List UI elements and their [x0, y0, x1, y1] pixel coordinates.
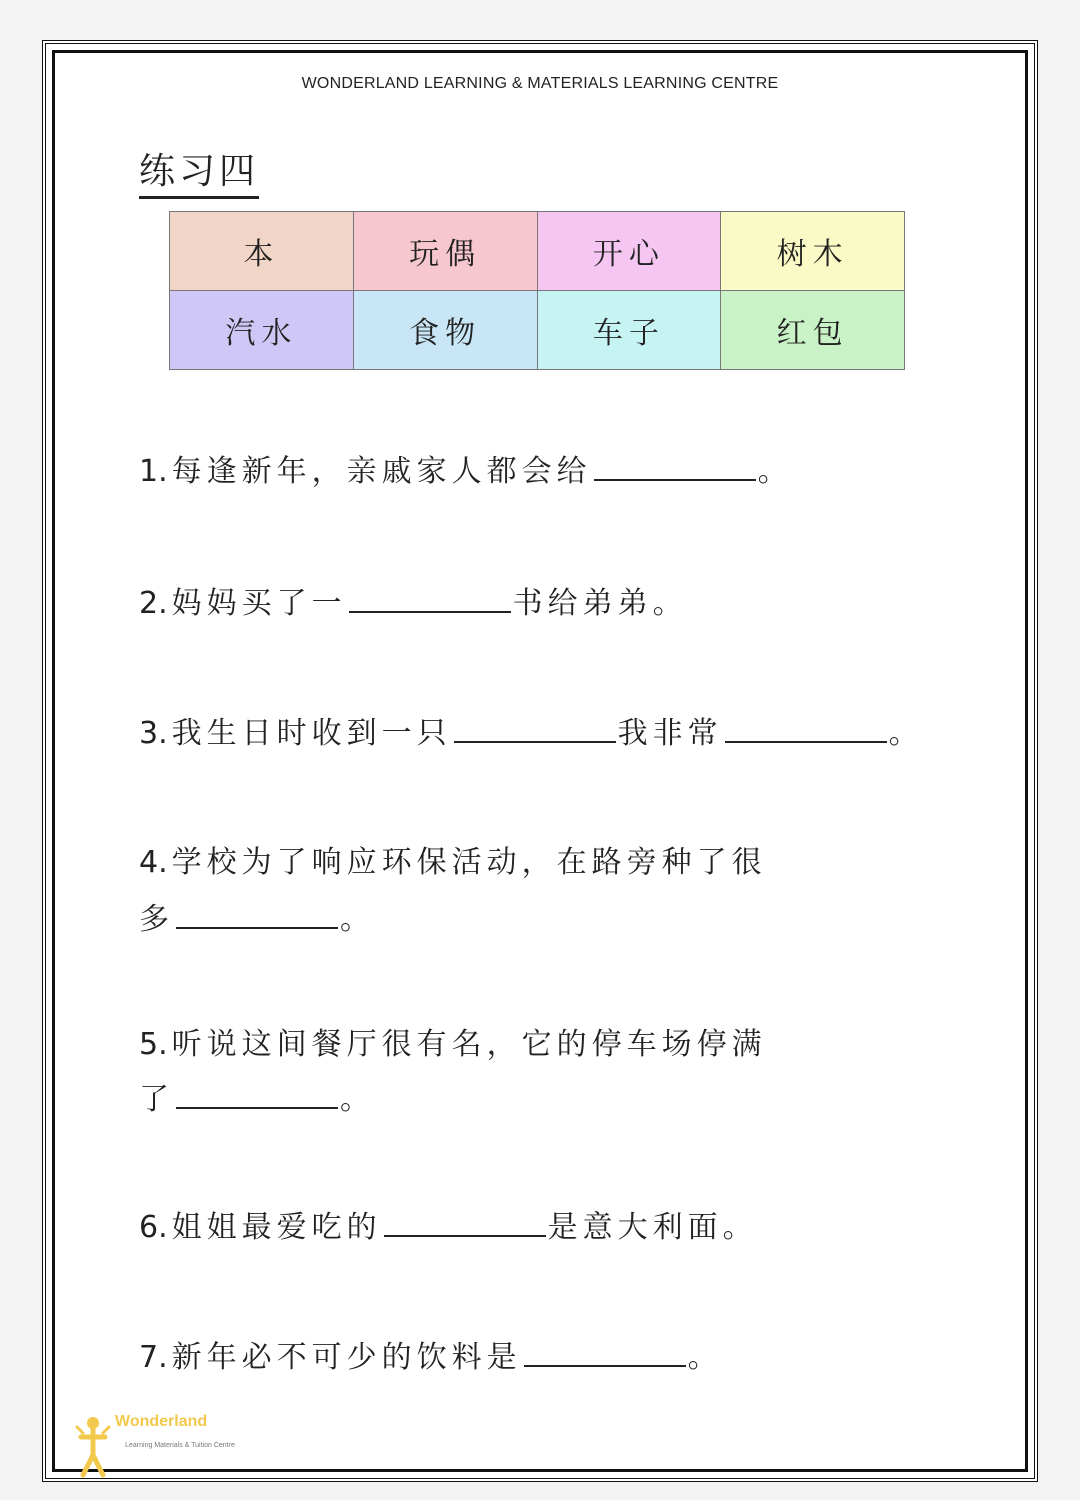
exercise-title: 练习四 — [139, 143, 259, 199]
question-text: 学校为了响应环保活动，在路旁种了很 — [171, 845, 767, 880]
logo-name: Wonderland — [115, 1413, 208, 1430]
question-text: 听说这间餐厅很有名，它的停车场停满 — [171, 1027, 767, 1062]
worksheet-page — [42, 40, 1038, 1482]
question-4-line-2 — [139, 899, 375, 940]
question-text: 了 — [139, 1082, 174, 1117]
question-text: 每逢新年，亲戚家人都会给 — [171, 454, 592, 489]
word-bank-table — [169, 211, 905, 370]
word-bank-row — [170, 212, 905, 291]
answer-blank[interactable] — [524, 1337, 686, 1367]
question-number: 6. — [139, 1210, 168, 1245]
answer-blank[interactable] — [725, 713, 887, 743]
answer-blank[interactable] — [454, 713, 616, 743]
question-3 — [139, 713, 924, 754]
word-cell: 开心 — [537, 212, 721, 291]
question-text: 我非常 — [617, 716, 723, 751]
logo-subtitle: Learning Materials & Tuition Centre — [125, 1442, 235, 1449]
question-number: 5. — [139, 1027, 168, 1062]
answer-blank[interactable] — [349, 583, 511, 613]
question-4 — [139, 843, 767, 883]
question-text: 。 — [888, 716, 924, 751]
question-text: 新年必不可少的饮料是 — [171, 1340, 522, 1375]
question-text: 姐姐最爱吃的 — [171, 1210, 382, 1245]
question-2 — [139, 583, 688, 624]
question-6 — [139, 1207, 758, 1248]
word-cell: 车子 — [537, 291, 721, 370]
question-number: 2. — [139, 586, 168, 621]
question-text: 。 — [687, 1340, 723, 1375]
question-7 — [139, 1337, 723, 1378]
question-number: 1. — [139, 454, 168, 489]
question-5-line-2 — [139, 1079, 375, 1120]
answer-blank[interactable] — [176, 1079, 338, 1109]
question-text: 。 — [340, 902, 375, 937]
answer-blank[interactable] — [176, 899, 338, 929]
word-bank-row — [170, 291, 905, 370]
question-5 — [139, 1025, 767, 1065]
question-number: 3. — [139, 716, 168, 751]
answer-blank[interactable] — [384, 1207, 546, 1237]
question-1 — [139, 451, 793, 492]
question-number: 4. — [139, 845, 168, 880]
question-text: 。 — [340, 1082, 375, 1117]
answer-blank[interactable] — [594, 451, 756, 481]
question-text: 妈妈买了一 — [171, 586, 347, 621]
question-text: 书给弟弟。 — [512, 586, 688, 621]
centre-header: WONDERLAND LEARNING & MATERIALS LEARNING CENTRE — [301, 75, 779, 92]
word-cell: 汽水 — [170, 291, 354, 370]
logo-figure-icon — [73, 1413, 113, 1479]
word-cell: 树木 — [721, 212, 905, 291]
question-number: 7. — [139, 1340, 168, 1375]
word-cell: 玩偶 — [353, 212, 537, 291]
wonderland-logo — [73, 1413, 273, 1479]
question-text: 多 — [139, 902, 174, 937]
page-border — [52, 50, 1028, 1472]
word-cell: 红包 — [721, 291, 905, 370]
word-cell: 本 — [170, 212, 354, 291]
question-text: 。 — [757, 454, 793, 489]
word-cell: 食物 — [353, 291, 537, 370]
question-text: 是意大利面。 — [547, 1210, 758, 1245]
question-text: 我生日时收到一只 — [171, 716, 452, 751]
